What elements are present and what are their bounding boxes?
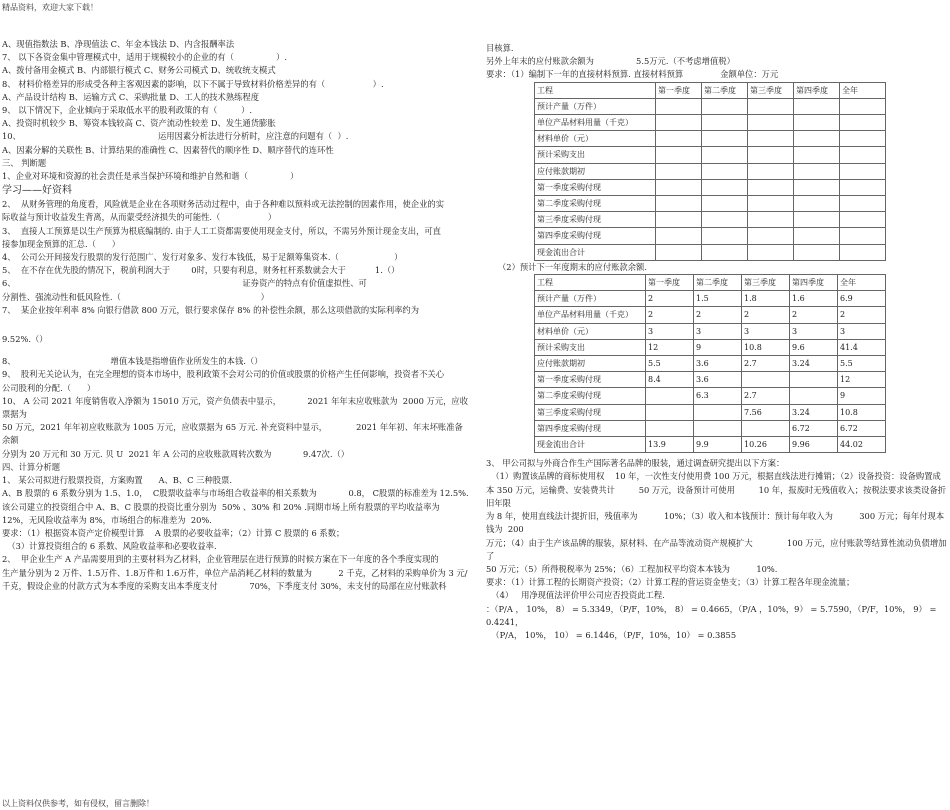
table-cell: 6.72 bbox=[790, 420, 838, 436]
table-cell bbox=[702, 196, 748, 212]
text-line: ：（P/A ， 10%， 8） = 5.3349，（P/F，10%， 8） = 0.4665，（P/A ，10%，9） = 5.7590，（P/F，10%， 9） = 0.4241， bbox=[486, 603, 940, 627]
table-cell bbox=[656, 228, 702, 244]
table-cell: 预计采购支出 bbox=[535, 339, 646, 355]
table-cell: 现金流出合计 bbox=[535, 437, 646, 453]
table-cell: 第四季度 bbox=[794, 82, 840, 98]
table-cell: 2.7 bbox=[742, 388, 790, 404]
text-line: 10、 运用因素分析法进行分析时，应注意的问题有（ ）. bbox=[2, 131, 349, 142]
table-cell bbox=[656, 244, 702, 260]
table-cell: 2 bbox=[790, 307, 838, 323]
table-cell bbox=[790, 388, 838, 404]
table-cell: 单位产品材料用量（千克） bbox=[535, 307, 646, 323]
table-cell: 12 bbox=[838, 372, 886, 388]
table-cell bbox=[840, 179, 886, 195]
table-cell bbox=[702, 179, 748, 195]
table-cell: 5.5 bbox=[838, 356, 886, 372]
text-line: 10、 A 公司 2021 年度销售收入净额为 15010 万元，资产负债表中显示， 2021 年年末应收账款为 2000 万元，应收票据为 bbox=[2, 395, 469, 420]
table-cell: 10.26 bbox=[742, 437, 790, 453]
text-line: 12%，无风险收益率为 8%，市场组合的标准差为 20%. bbox=[2, 514, 212, 525]
question-2-line: （2）预计下一年度期末的应付账款余额. bbox=[498, 261, 647, 272]
table-cell: 材料单价（元） bbox=[535, 131, 656, 147]
table-cell: 2 bbox=[742, 307, 790, 323]
text-line: 2、 甲企业生产 A 产品需要用到的主要材料为乙材料，企业管理层在进行预算的时候方案在下一年度的各个季度实现的 bbox=[2, 554, 439, 565]
table-cell: 8.4 bbox=[646, 372, 694, 388]
table-cell: 预计产量（万件） bbox=[535, 291, 646, 307]
spacer bbox=[2, 317, 470, 333]
table-cell: 第二季度采购付现 bbox=[535, 388, 646, 404]
table-row bbox=[535, 131, 886, 147]
table-cell bbox=[702, 163, 748, 179]
budget-table-filled bbox=[534, 274, 886, 453]
table-cell: 9.9 bbox=[694, 437, 742, 453]
table-cell: 预计产量（万件） bbox=[535, 98, 656, 114]
table-cell bbox=[794, 115, 840, 131]
table-cell bbox=[646, 404, 694, 420]
table-row bbox=[535, 98, 886, 114]
text-line: 学习——好资料 bbox=[2, 185, 72, 197]
table-cell: 6.3 bbox=[694, 388, 742, 404]
spacer bbox=[2, 346, 470, 355]
table-cell bbox=[748, 98, 794, 114]
table-cell: 9.6 bbox=[790, 339, 838, 355]
table-row bbox=[535, 115, 886, 131]
table-row bbox=[535, 275, 886, 291]
table-cell: 第一季度采购付现 bbox=[535, 179, 656, 195]
table-cell: 第一季度 bbox=[646, 275, 694, 291]
table-cell: 3.24 bbox=[790, 404, 838, 420]
table-cell bbox=[742, 420, 790, 436]
table-cell bbox=[702, 98, 748, 114]
table-cell: 13.9 bbox=[646, 437, 694, 453]
table-cell: 10.8 bbox=[838, 404, 886, 420]
table-cell: 1.5 bbox=[694, 291, 742, 307]
table-cell bbox=[840, 115, 886, 131]
table-cell bbox=[794, 98, 840, 114]
text-line: 际收益与预计收益发生背离，从而蒙受经济损失的可能性.（ ） bbox=[2, 212, 277, 223]
table-cell: 2.7 bbox=[742, 356, 790, 372]
table-cell bbox=[656, 163, 702, 179]
text-line: 9、 以下情况下，企业倾向于采取低水平的股利政策的有（ ）. bbox=[2, 105, 253, 116]
table-cell: 第三季度 bbox=[748, 82, 794, 98]
table-cell: 第二季度 bbox=[702, 82, 748, 98]
text-line: 分割性、强流动性和低风险性.（ ） bbox=[2, 291, 269, 302]
table-row bbox=[535, 404, 886, 420]
table-cell: 44.02 bbox=[838, 437, 886, 453]
table-row bbox=[535, 147, 886, 163]
table-cell bbox=[656, 179, 702, 195]
table-cell: 3 bbox=[742, 323, 790, 339]
table-cell: 7.56 bbox=[742, 404, 790, 420]
table-cell: 全年 bbox=[840, 82, 886, 98]
table-cell bbox=[794, 131, 840, 147]
text-line: 3、 甲公司拟与外商合作生产国际著名品牌的服装，通过调查研究提出以下方案： bbox=[486, 458, 785, 469]
text-line: （4） 用净现值法评价甲公司应否投资此工程. bbox=[486, 590, 665, 601]
table-cell: 工程 bbox=[535, 275, 646, 291]
text-line: （3）计算投资组合的 6 系数、风险收益率和必要收益率. bbox=[2, 541, 217, 552]
table-cell bbox=[794, 212, 840, 228]
table-row bbox=[535, 212, 886, 228]
table-cell bbox=[702, 212, 748, 228]
text-line: 生产量分别为 2 万件、1.5万件、1.8万件和 1.6万件，单位产品消耗乙材料的数量为 2 千克，乙材料的采购单价为 3 元/ bbox=[2, 567, 468, 578]
table-row bbox=[535, 437, 886, 453]
table-cell bbox=[702, 244, 748, 260]
table-cell: 2 bbox=[694, 307, 742, 323]
text-line: 要求：（1）计算工程的长期资产投资；（2）计算工程的营运资金垫支；（3）计算工程各年现金流量； bbox=[486, 577, 855, 588]
text-line: （1）购置该品牌的商标使用权 10 年，一次性支付使用费 100 万元，根据直线法进行摊销；（2）设备投资：设备购置成 bbox=[486, 471, 941, 482]
page-footer: 以上资料仅供参考，如有侵权，留言删除！ bbox=[2, 799, 154, 808]
text-line: 要求：（1）编制下一年的直接材料预算. 直接材料预算 金额单位：万元 bbox=[486, 69, 779, 80]
table-cell: 材料单价（元） bbox=[535, 323, 646, 339]
text-line: A、因素分解的关联性 B、计算结果的准确性 C、因素替代的顺序性 D、顺序替代的连环性 bbox=[2, 144, 334, 155]
table-cell: 3.6 bbox=[694, 372, 742, 388]
right-intro bbox=[486, 42, 948, 82]
table-row bbox=[535, 356, 886, 372]
table-cell bbox=[702, 147, 748, 163]
table-cell: 3 bbox=[694, 323, 742, 339]
text-line: 万元；（4）由于生产该品牌的服装，原材料、在产品等流动资产规模扩大 100 万元，应付账款等结算性流动负债增加了 bbox=[486, 537, 947, 561]
table-cell: 5.5 bbox=[646, 356, 694, 372]
table-cell: 第四季度 bbox=[790, 275, 838, 291]
table-cell: 3 bbox=[838, 323, 886, 339]
table-cell bbox=[748, 179, 794, 195]
text-line: 另外上年末的应付账款余额为 5.5万元.（不考虑增值税） bbox=[486, 56, 735, 67]
text-line: 9、 股利无关论认为，在完全理想的资本市场中，股利政策不会对公司的价值或股票的价格产生任何影响，投资者不关心 bbox=[2, 369, 444, 380]
table-cell bbox=[748, 244, 794, 260]
table-cell bbox=[794, 163, 840, 179]
table-cell bbox=[748, 115, 794, 131]
table-row bbox=[535, 196, 886, 212]
table-cell: 2 bbox=[838, 307, 886, 323]
table-row bbox=[535, 82, 886, 98]
table-cell bbox=[694, 404, 742, 420]
budget-table-blank bbox=[534, 82, 886, 261]
table-cell: 6.72 bbox=[838, 420, 886, 436]
table-cell bbox=[840, 212, 886, 228]
table-cell bbox=[656, 131, 702, 147]
table-cell bbox=[646, 420, 694, 436]
table-cell: 第三季度采购付现 bbox=[535, 404, 646, 420]
table-cell bbox=[694, 420, 742, 436]
table-cell bbox=[748, 163, 794, 179]
table-row bbox=[535, 420, 886, 436]
text-line: A、投资时机较少 B、筹资本钱较高 C、资产流动性较差 D、发生通货膨胀 bbox=[2, 118, 276, 129]
table-row bbox=[535, 291, 886, 307]
table-cell bbox=[748, 228, 794, 244]
table-cell bbox=[702, 115, 748, 131]
text-line: 三、 判断题 bbox=[2, 157, 47, 168]
table-cell: 第二季度采购付现 bbox=[535, 196, 656, 212]
table-cell bbox=[646, 388, 694, 404]
right-column bbox=[486, 42, 948, 642]
table-row bbox=[535, 179, 886, 195]
table-cell bbox=[840, 244, 886, 260]
table-cell: 应付账款期初 bbox=[535, 356, 646, 372]
table-cell bbox=[794, 228, 840, 244]
table-row bbox=[535, 244, 886, 260]
text-line: A、拨付备用金模式 B、内部银行模式 C、财务公司模式 D、统收统支模式 bbox=[2, 65, 276, 76]
table-cell: 第二季度 bbox=[694, 275, 742, 291]
table-row bbox=[535, 388, 886, 404]
table-cell bbox=[748, 147, 794, 163]
table-cell: 1.8 bbox=[742, 291, 790, 307]
text-line: 5、 在不存在优先股的情况下，税前利润大于 0时，只要有利息，财务杠杆系数就会大于 1.（） bbox=[2, 265, 400, 276]
table-cell bbox=[656, 115, 702, 131]
table-cell bbox=[840, 163, 886, 179]
text-line: 公司股利的分配.（ ） bbox=[2, 382, 96, 393]
table-cell bbox=[656, 98, 702, 114]
table-cell bbox=[794, 244, 840, 260]
text-line: 接参加现金预算的汇总.（ ） bbox=[2, 238, 121, 249]
table-cell: 现金流出合计 bbox=[535, 244, 656, 260]
table-cell bbox=[794, 196, 840, 212]
text-line: 千克，假设企业的付款方式为本季度的采购支出本季度支付 70%，下季度支付 30%，未支付的局部在应付账款科 bbox=[2, 580, 447, 591]
text-line: 2、 从财务管理的角度看，风险就是企业在各项财务活动过程中，由于各种难以预料或无法控制的因素作用，使企业的实 bbox=[2, 199, 444, 210]
text-line: 为 8 年，使用直线法计提折旧，残值率为 10%；（3）收入和本钱预计：预计每年收入为 300 万元；每年付现本钱为 200 bbox=[486, 511, 945, 535]
table-cell bbox=[702, 228, 748, 244]
table-row bbox=[535, 339, 886, 355]
table-cell: 第三季度采购付现 bbox=[535, 212, 656, 228]
table-row bbox=[535, 163, 886, 179]
text-line: 四、计算分析题 bbox=[2, 461, 61, 472]
table-cell: 6.9 bbox=[838, 291, 886, 307]
text-line: A、产品设计结构 B、运输方式 C、采购批量 D、工人的技术熟练程度 bbox=[2, 91, 260, 102]
text-line: 1、 某公司拟进行股票投资，方案购置 A、B、C 三种股票. bbox=[2, 475, 232, 486]
table-cell bbox=[748, 196, 794, 212]
table-cell: 3 bbox=[790, 323, 838, 339]
table-cell: 单位产品材料用量（千克） bbox=[535, 115, 656, 131]
table-cell: 3.6 bbox=[694, 356, 742, 372]
text-line: 7、 某企业按年利率 8% 向银行借款 800 万元，银行要求保存 8% 的补偿性余额，那么这项借款的实际利率约为 bbox=[2, 304, 420, 315]
text-line: 3、 直接人工预算是以生产预算为根底编制的. 由于人工工资都需要使用现金支付，所以，不需另外预计现金支出，可直 bbox=[2, 225, 441, 236]
table-cell: 2 bbox=[646, 307, 694, 323]
text-line: 该公司建立的投资组合中 A、B、C 股票的投资比重分别为 50% 、30% 和 20% .同期市场上所有股票的平均收益率为 bbox=[2, 501, 440, 512]
table-cell bbox=[702, 131, 748, 147]
table-cell bbox=[790, 372, 838, 388]
table-row bbox=[535, 228, 886, 244]
table-cell: 41.4 bbox=[838, 339, 886, 355]
table-cell: 全年 bbox=[838, 275, 886, 291]
text-line: 9.52%.（） bbox=[2, 334, 48, 345]
text-line: A、B 股票的 6 系数分别为 1.5、1.0， C股票收益率与市场组合收益率的相关系数为 0.8， C股票的标准差为 12.5%. bbox=[2, 488, 469, 499]
table-cell: 第三季度 bbox=[742, 275, 790, 291]
table-cell: 1.6 bbox=[790, 291, 838, 307]
table-cell bbox=[840, 98, 886, 114]
table-cell bbox=[656, 212, 702, 228]
table-row bbox=[535, 323, 886, 339]
table-cell bbox=[794, 147, 840, 163]
table-cell bbox=[748, 131, 794, 147]
table-cell: 第四季度采购付现 bbox=[535, 228, 656, 244]
table-cell bbox=[794, 179, 840, 195]
text-line: A、现值指数法 B、净现值法 C、年金本钱法 D、内含报酬率法 bbox=[2, 39, 235, 49]
text-line: 目核算. bbox=[486, 43, 514, 53]
table-cell: 第一季度 bbox=[656, 82, 702, 98]
table-cell bbox=[840, 228, 886, 244]
table-cell bbox=[840, 147, 886, 163]
table-cell bbox=[748, 212, 794, 228]
table-cell: 10.8 bbox=[742, 339, 790, 355]
text-line: （P/A， 10%， 10） = 6.1446，（P/F，10%，10） = 0.3855 bbox=[486, 629, 737, 640]
table-cell bbox=[656, 196, 702, 212]
table-row bbox=[535, 307, 886, 323]
table-cell: 预计采购支出 bbox=[535, 147, 656, 163]
table-cell: 12 bbox=[646, 339, 694, 355]
text-line: 本 350 万元，运输费、安装费共计 50 万元，设备预计可使用 10 年，报废时无残值收入；按税法要求该类设备折旧年限 bbox=[486, 484, 947, 508]
table-cell bbox=[656, 147, 702, 163]
table-cell: 2 bbox=[646, 291, 694, 307]
text-line: 1、企业对环境和资源的社会责任是承当保护环境和维护自然和谐（ ） bbox=[2, 171, 299, 182]
table-cell bbox=[742, 372, 790, 388]
text-line: 50 万元；（5）所得税税率为 25%；（6）工程加权平均资本本钱为 10%. bbox=[486, 563, 778, 574]
text-line: 50 万元，2021 年年初应收账款为 1005 万元，应收票据为 65 万元. 补充资料中显示， 2021 年年初、年末坏账准备余额 bbox=[2, 422, 463, 446]
page-header: 精品资料，欢迎大家下载！ bbox=[2, 3, 98, 12]
table-cell: 第四季度采购付现 bbox=[535, 420, 646, 436]
table-cell bbox=[840, 131, 886, 147]
text-line: 7、 以下各资金集中管理模式中，适用于规模较小的企业的有（ ）. bbox=[2, 52, 288, 63]
table-cell: 工程 bbox=[535, 82, 656, 98]
table-cell: 9 bbox=[694, 339, 742, 355]
text-line: 要求：（1）根据资本资产定价模型计算 A 股票的必要收益率；（2）计算 C 股票的 6 系数； bbox=[2, 527, 345, 538]
text-line: 8、 增值本钱是指增值作业所发生的本钱.（） bbox=[2, 356, 263, 367]
table-cell bbox=[840, 196, 886, 212]
table-cell: 9 bbox=[838, 388, 886, 404]
question-3-block bbox=[486, 457, 948, 642]
text-line: 8、 材料价格差异的形成受各种主客观因素的影响，以下不属于导致材料价格差异的有（ ）. bbox=[2, 78, 384, 89]
table-cell: 应付账款期初 bbox=[535, 163, 656, 179]
table-cell: 第一季度采购付现 bbox=[535, 372, 646, 388]
table-row bbox=[535, 372, 886, 388]
table-cell: 3.24 bbox=[790, 356, 838, 372]
text-line: 6、 证券资产的特点有价值虚拟性、可 bbox=[2, 278, 367, 289]
table-cell: 9.96 bbox=[790, 437, 838, 453]
text-line: 4、 公司公开间接发行股票的发行范围广、发行对象多、发行本钱低，易于足额筹集资本.（ ） bbox=[2, 252, 403, 263]
table-cell: 3 bbox=[646, 323, 694, 339]
left-column bbox=[2, 38, 470, 593]
text-line: 分别为 20 万元和 30 万元. 贝 U 2021 年 A 公司的应收账款周转次数为 9.47次.（） bbox=[2, 448, 350, 459]
